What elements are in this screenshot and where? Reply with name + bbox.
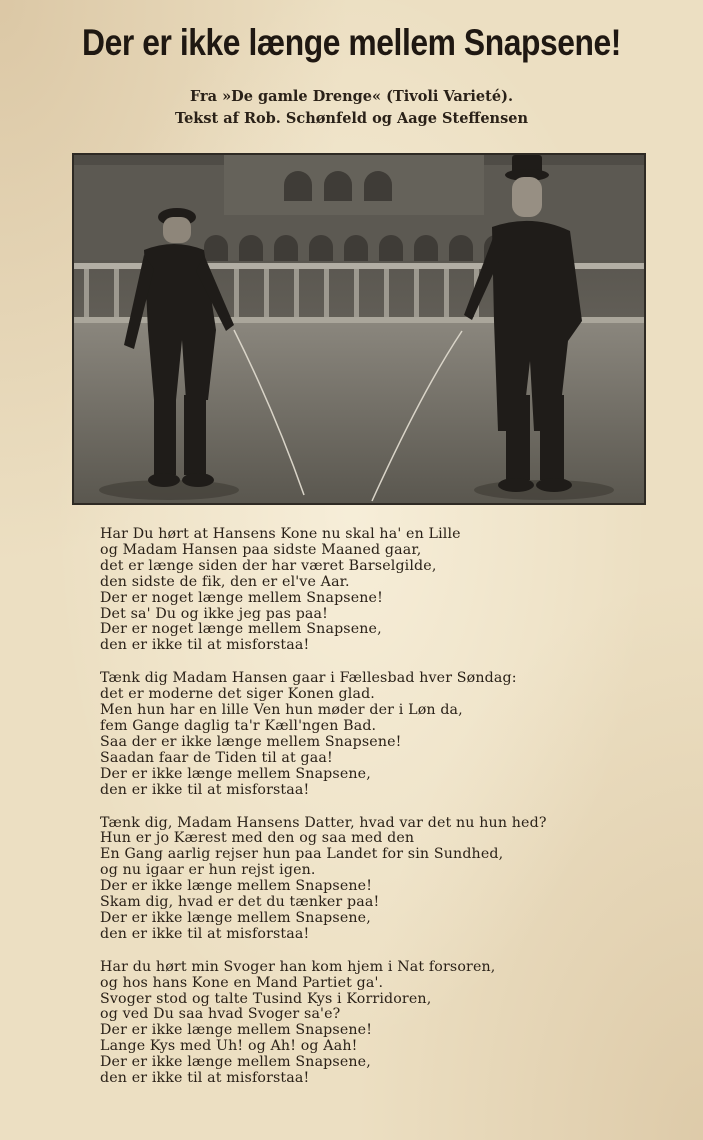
lyric-line: Tænk dig, Madam Hansens Datter, hvad var det nu hun hed? <box>100 814 547 831</box>
lyric-line: Det sa' Du og ikke jeg pas paa! <box>100 605 328 622</box>
lyric-line: Tænk dig Madam Hansen gaar i Fællesbad hver Søndag: <box>100 670 517 687</box>
song-lyrics <box>100 527 660 1104</box>
lyric-line: Der er ikke længe mellem Snapsene, <box>100 909 371 926</box>
lyric-line: Der er ikke længe mellem Snapsene, <box>100 1054 371 1071</box>
lyric-line: Skam dig, hvad er det du tænker paa! <box>100 894 380 911</box>
lyric-line: og hos hans Kone en Mand Partiet ga'. <box>100 974 384 991</box>
lyric-line: Svoger stod og talte Tusind Kys i Korridoren, <box>100 990 432 1007</box>
lyric-line: Hun er jo Kærest med den og saa med den <box>100 830 415 847</box>
lyric-line: det er længe siden der har været Barselgilde, <box>100 557 437 574</box>
lyric-line: Der er noget længe mellem Snapsene! <box>100 589 383 606</box>
stage-photo-illustration <box>74 155 644 503</box>
lyric-line: den er ikke til at misforstaa! <box>100 925 310 942</box>
lyric-line: den er ikke til at misforstaa! <box>100 637 310 654</box>
lyric-line: den er ikke til at misforstaa! <box>100 781 310 798</box>
verse <box>100 816 660 943</box>
lyric-line: den er ikke til at misforstaa! <box>100 1070 310 1087</box>
song-title: Der er ikke længe mellem Snapsene! <box>82 22 621 63</box>
lyric-line: En Gang aarlig rejser hun paa Landet for sin Sundhed, <box>100 846 504 863</box>
verse <box>100 527 660 654</box>
lyric-line: Der er noget længe mellem Snapsene, <box>100 621 382 638</box>
verse <box>100 671 660 798</box>
lyric-line: det er moderne det siger Konen glad. <box>100 686 375 703</box>
lyric-line: Saa der er ikke længe mellem Snapsene! <box>100 733 402 750</box>
stage-photograph <box>72 153 646 505</box>
lyric-line: Der er ikke længe mellem Snapsene! <box>100 1022 373 1039</box>
lyric-line: og ved Du saa hvad Svoger sa'e? <box>100 1006 341 1023</box>
lyric-line: Der er ikke længe mellem Snapsene! <box>100 878 373 895</box>
lyric-line: fem Gange daglig ta'r Kæll'ngen Bad. <box>100 717 377 734</box>
lyric-line: og Madam Hansen paa sidste Maaned gaar, <box>100 541 422 558</box>
lyric-line: den sidste de fik, den er el've Aar. <box>100 573 350 590</box>
song-credits: Tekst af Rob. Schønfeld og Aage Steffensen <box>174 110 529 127</box>
verse <box>100 960 660 1087</box>
song-source: Fra »De gamle Drenge« (Tivoli Varieté). <box>190 88 513 105</box>
lyric-line: og nu igaar er hun rejst igen. <box>100 862 316 879</box>
lyric-line: Men hun har en lille Ven hun møder der i Løn da, <box>100 702 463 719</box>
lyric-line: Saadan faar de Tiden til at gaa! <box>100 749 333 766</box>
lyric-line: Lange Kys med Uh! og Ah! og Aah! <box>100 1038 358 1055</box>
lyric-line: Har du hørt min Svoger han kom hjem i Nat forsoren, <box>100 958 496 975</box>
lyric-line: Der er ikke længe mellem Snapsene, <box>100 765 371 782</box>
lyric-line: Har Du hørt at Hansens Kone nu skal ha' en Lille <box>100 526 461 542</box>
